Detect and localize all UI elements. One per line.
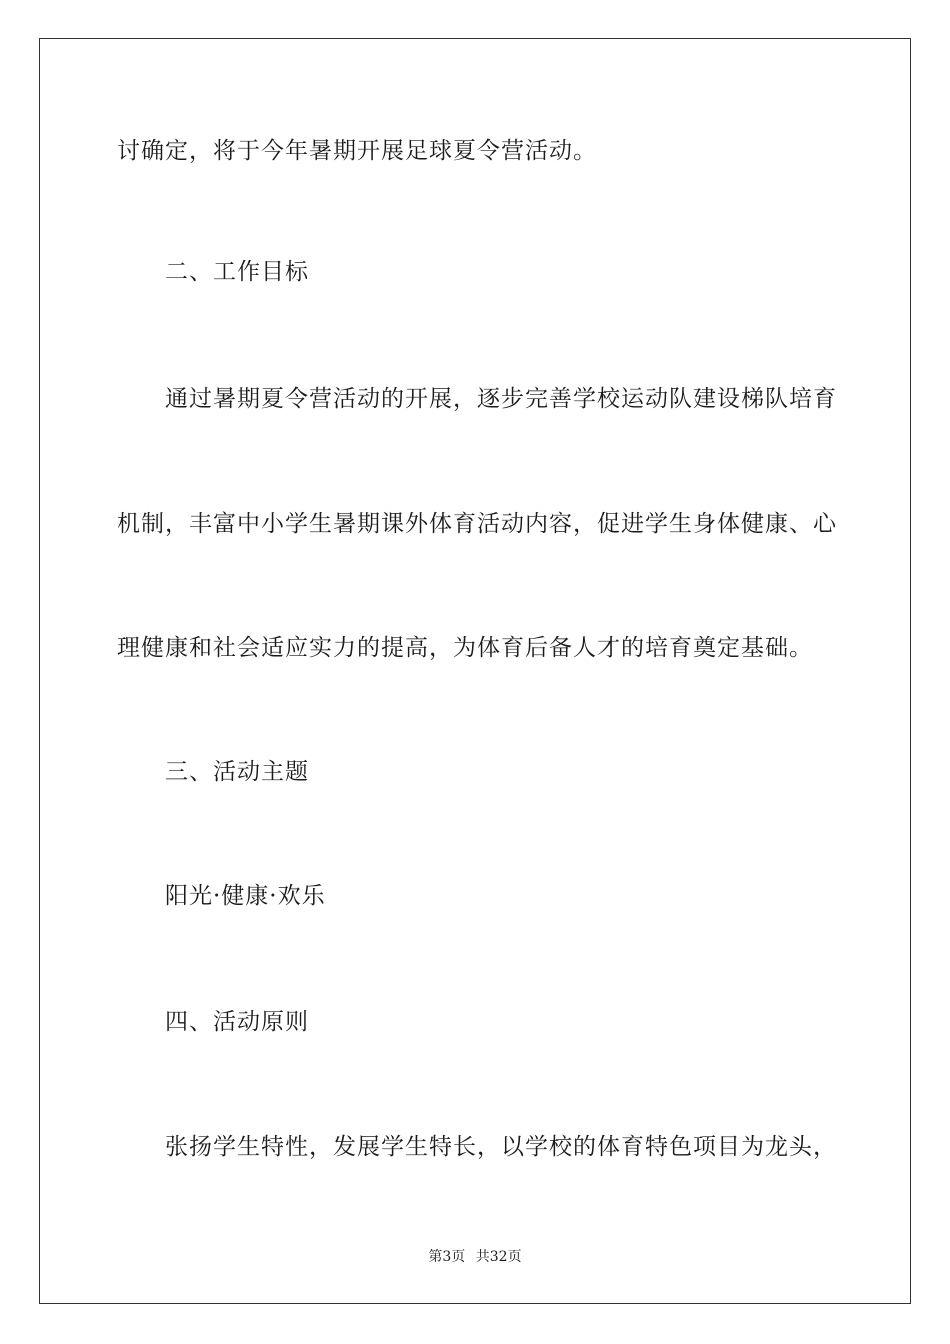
- section-heading-goals: 二、工作目标: [165, 259, 309, 285]
- body-line-9: 张扬学生特性，发展学生特长，以学校的体育特色项目为龙头，: [165, 1134, 837, 1160]
- body-line-4: 机制，丰富中小学生暑期课外体育活动内容，促进学生身体健康、心: [117, 511, 837, 537]
- body-line-5: 理健康和社会适应实力的提高，为体育后备人才的培育奠定基础。: [117, 635, 813, 661]
- theme-text: 阳光·健康·欢乐: [165, 883, 326, 909]
- section-heading-theme: 三、活动主题: [165, 759, 309, 785]
- body-line-3: 通过暑期夏令营活动的开展，逐步完善学校运动队建设梯队培育: [165, 386, 837, 412]
- page-total: 共32页: [475, 1249, 522, 1265]
- page-number: 第3页: [428, 1249, 466, 1265]
- page-frame: [39, 38, 911, 1304]
- body-line-1: 讨确定，将于今年暑期开展足球夏令营活动。: [117, 138, 597, 164]
- page-footer: [0, 1248, 950, 1266]
- section-heading-principles: 四、活动原则: [165, 1009, 309, 1035]
